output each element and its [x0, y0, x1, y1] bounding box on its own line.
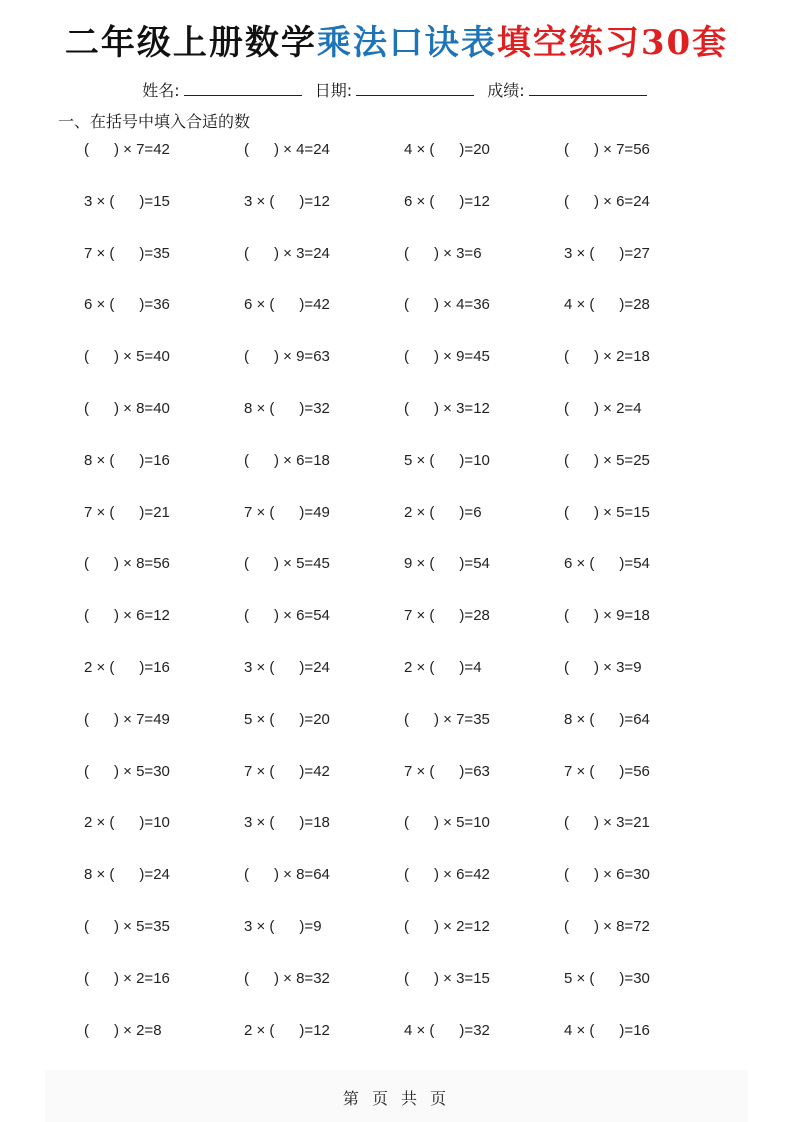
problem-row — [84, 811, 724, 863]
page-title — [0, 18, 793, 68]
problem-item[interactable]: ( ) × 4=24 — [244, 141, 330, 158]
problem-item[interactable]: ( ) × 5=45 — [244, 555, 330, 573]
problem-item[interactable]: 3 × ( )=15 — [84, 192, 170, 210]
score-blank[interactable] — [529, 81, 647, 96]
problem-row — [84, 242, 724, 294]
name-label: 姓名: — [142, 81, 180, 100]
problem-row — [84, 501, 724, 553]
problem-item[interactable]: ( ) × 8=40 — [84, 399, 170, 417]
problem-row — [84, 345, 724, 397]
problem-item[interactable]: 6 × ( )=54 — [564, 555, 650, 573]
problem-item[interactable]: 5 × ( )=10 — [404, 451, 490, 469]
problem-grid — [84, 138, 724, 1070]
problem-item[interactable]: 5 × ( )=30 — [564, 969, 650, 987]
problem-item[interactable]: 2 × ( )=12 — [244, 1021, 330, 1039]
problem-item[interactable]: ( ) × 7=35 — [404, 710, 490, 728]
problem-item[interactable]: 7 × ( )=49 — [244, 503, 330, 521]
problem-item[interactable]: ( ) × 3=6 — [404, 244, 482, 262]
problem-row — [84, 138, 724, 190]
problem-item[interactable]: 3 × ( )=9 — [244, 917, 322, 935]
problem-item[interactable]: ( ) × 5=25 — [564, 451, 650, 469]
problem-item[interactable]: 6 × ( )=36 — [84, 296, 170, 314]
problem-item[interactable]: ( ) × 3=15 — [404, 969, 490, 987]
problem-item[interactable]: 6 × ( )=12 — [404, 192, 490, 210]
problem-item[interactable]: ( ) × 2=4 — [564, 399, 642, 417]
problem-item[interactable]: ( ) × 2=18 — [564, 348, 650, 366]
problem-row — [84, 915, 724, 967]
problem-item[interactable]: ( ) × 8=56 — [84, 555, 170, 573]
problem-item[interactable]: 8 × ( )=64 — [564, 710, 650, 728]
problem-item[interactable]: ( ) × 7=49 — [84, 710, 170, 728]
problem-item[interactable]: ( ) × 8=32 — [244, 969, 330, 987]
problem-item[interactable]: 7 × ( )=35 — [84, 244, 170, 262]
problem-item[interactable]: ( ) × 7=42 — [84, 141, 170, 158]
problem-item[interactable]: 2 × ( )=6 — [404, 503, 482, 521]
problem-item[interactable]: ( ) × 3=9 — [564, 658, 642, 676]
problem-item[interactable]: ( ) × 9=18 — [564, 607, 650, 625]
problem-item[interactable]: 2 × ( )=16 — [84, 658, 170, 676]
problem-item[interactable]: ( ) × 9=45 — [404, 348, 490, 366]
problem-item[interactable]: ( ) × 6=54 — [244, 607, 330, 625]
name-field[interactable] — [142, 80, 305, 102]
problem-item[interactable]: 8 × ( )=16 — [84, 451, 170, 469]
problem-item[interactable]: 3 × ( )=27 — [564, 244, 650, 262]
score-field[interactable] — [487, 80, 650, 102]
problem-item[interactable]: ( ) × 8=72 — [564, 917, 650, 935]
date-label: 日期: — [314, 81, 353, 100]
problem-item[interactable]: ( ) × 2=16 — [84, 969, 170, 987]
problem-item[interactable]: 3 × ( )=18 — [244, 814, 330, 832]
problem-item[interactable]: 8 × ( )=24 — [84, 866, 170, 884]
date-field[interactable] — [315, 80, 478, 102]
problem-item[interactable]: 7 × ( )=42 — [244, 762, 330, 780]
section-heading: 一、在括号中填入合适的数 — [58, 112, 251, 131]
problem-item[interactable]: ( ) × 5=40 — [84, 348, 170, 366]
problem-item[interactable]: ( ) × 6=12 — [84, 607, 170, 625]
problem-item[interactable]: 7 × ( )=28 — [404, 607, 490, 625]
problem-item[interactable]: ( ) × 2=8 — [84, 1021, 162, 1039]
problem-item[interactable]: ( ) × 3=21 — [564, 814, 650, 832]
problem-item[interactable]: ( ) × 5=35 — [84, 917, 170, 935]
problem-item[interactable]: ( ) × 6=18 — [244, 451, 330, 469]
name-blank[interactable] — [184, 81, 302, 96]
problem-item[interactable]: 2 × ( )=10 — [84, 814, 170, 832]
problem-item[interactable]: 4 × ( )=28 — [564, 296, 650, 314]
problem-row — [84, 760, 724, 812]
problem-row — [84, 1019, 724, 1071]
problem-item[interactable]: 7 × ( )=63 — [404, 762, 490, 780]
score-label: 成绩: — [487, 81, 525, 100]
problem-item[interactable]: 3 × ( )=12 — [244, 192, 330, 210]
problem-row — [84, 967, 724, 1019]
date-blank[interactable] — [356, 81, 474, 96]
problem-item[interactable]: 4 × ( )=32 — [404, 1021, 490, 1039]
problem-item[interactable]: 5 × ( )=20 — [244, 710, 330, 728]
problem-item[interactable]: ( ) × 9=63 — [244, 348, 330, 366]
problem-row — [84, 656, 724, 708]
student-info-line — [0, 80, 793, 102]
title-segment-exercise: 填空练习30套 — [496, 23, 729, 63]
problem-row — [84, 604, 724, 656]
problem-item[interactable]: ( ) × 2=12 — [404, 917, 490, 935]
problem-item[interactable]: ( ) × 5=10 — [404, 814, 490, 832]
problem-item[interactable]: 9 × ( )=54 — [404, 555, 490, 573]
problem-item[interactable]: 3 × ( )=24 — [244, 658, 330, 676]
title-segment-grade: 二年级上册数学 — [64, 23, 317, 63]
problem-item[interactable]: ( ) × 5=30 — [84, 762, 170, 780]
problem-item[interactable]: ( ) × 8=64 — [244, 866, 330, 884]
problem-row — [84, 449, 724, 501]
problem-row — [84, 397, 724, 449]
problem-item[interactable]: 4 × ( )=16 — [564, 1021, 650, 1039]
problem-row — [84, 293, 724, 345]
problem-item[interactable]: ( ) × 7=56 — [564, 141, 650, 158]
problem-row — [84, 863, 724, 915]
problem-item[interactable]: ( ) × 6=42 — [404, 866, 490, 884]
problem-row — [84, 708, 724, 760]
page-number-text: 第 页 共 页 — [342, 1089, 451, 1108]
problem-item[interactable]: ( ) × 6=24 — [564, 192, 650, 210]
problem-item[interactable]: ( ) × 5=15 — [564, 503, 650, 521]
title-segment-topic: 乘法口诀表 — [316, 23, 497, 63]
problem-item[interactable]: 6 × ( )=42 — [244, 296, 330, 314]
problem-row — [84, 190, 724, 242]
problem-item[interactable]: 4 × ( )=20 — [404, 141, 490, 158]
problem-row — [84, 552, 724, 604]
problem-item[interactable]: 7 × ( )=56 — [564, 762, 650, 780]
page-footer — [45, 1070, 748, 1122]
problem-item[interactable]: ( ) × 3=12 — [404, 399, 490, 417]
problem-item[interactable]: 2 × ( )=4 — [404, 658, 482, 676]
problem-item[interactable]: ( ) × 4=36 — [404, 296, 490, 314]
problem-item[interactable]: ( ) × 6=30 — [564, 866, 650, 884]
problem-item[interactable]: ( ) × 3=24 — [244, 244, 330, 262]
problem-item[interactable]: 8 × ( )=32 — [244, 399, 330, 417]
problem-item[interactable]: 7 × ( )=21 — [84, 503, 170, 521]
